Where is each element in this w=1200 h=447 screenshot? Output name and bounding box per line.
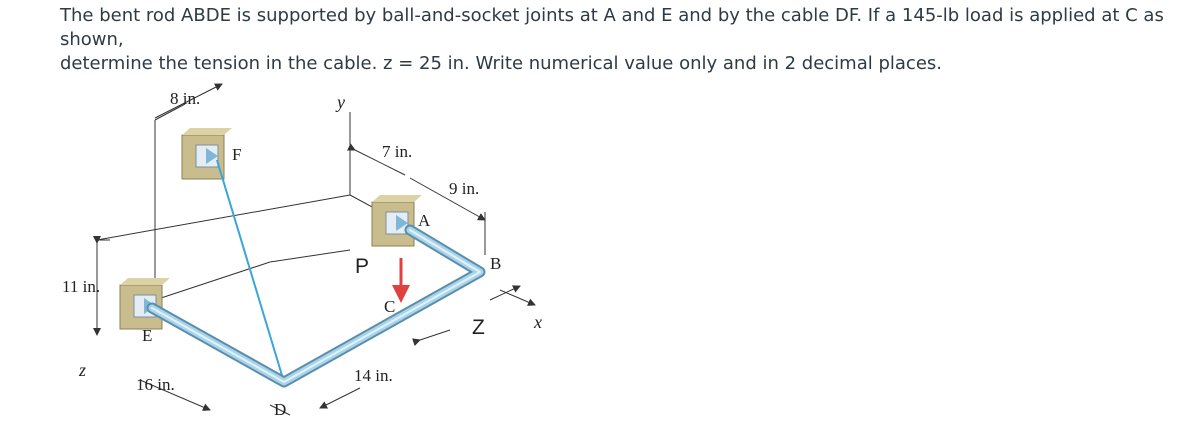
x-axis-arrow [500,290,535,305]
point-f-label: F [232,145,242,164]
load-label: P [355,255,370,278]
point-b-label: B [490,254,502,273]
dim-top-width-label: 8 in. [170,89,201,108]
dim-ca-label: 7 in. [382,142,413,161]
axis-x-label: x [534,312,542,332]
dim-height-label: 11 in. [62,277,101,296]
problem-line-1: The bent rod ABDE is supported by ball-and-socket joints at A and E and by the cable DF. If a 145-lb load is applied at C as shown, [60,5,1164,50]
dim-dc-label: 14 in. [354,366,393,385]
support-e [120,278,170,329]
point-a-label: A [418,211,431,230]
dim-z-label: Z [472,316,485,339]
point-e-label: E [142,326,153,345]
bent-rod [152,230,480,382]
axis-y-label: y [337,92,345,112]
axis-z-label: z [79,360,87,380]
point-d-label: D [274,400,287,419]
dim-ed-label: 16 in. [136,375,175,394]
dim-ab-label: 9 in. [449,179,480,198]
support-f [182,128,232,179]
problem-line-2: determine the tension in the cable. z = 25 in. Write numerical value only and in 2 decimal places. [60,53,942,74]
point-c-label: C [384,297,396,316]
